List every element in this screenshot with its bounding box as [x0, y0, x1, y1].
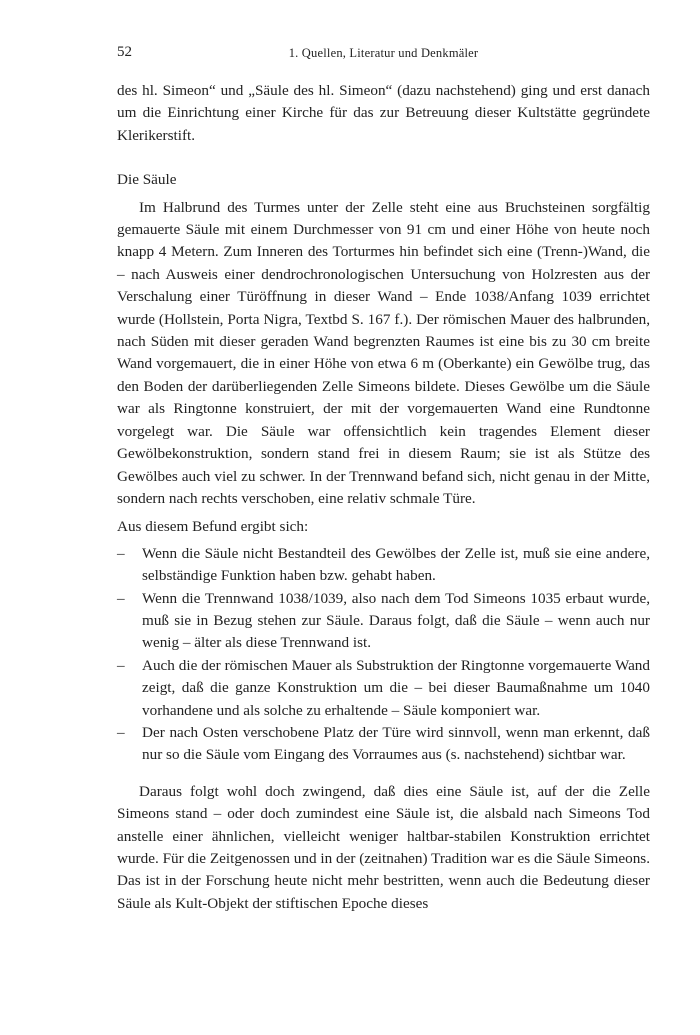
list-item: [117, 655, 650, 722]
page-number: 52: [117, 44, 132, 60]
list-item-text: Auch die der römischen Mauer als Substruktion der Ringtonne vorgemauerte Wand zeigt, daß die ganze Konstruktion um die – bei dieser Baumaßnahme um 1040 vorhandene und als solche zu erhaltende – Säule komponiert war.: [142, 656, 650, 719]
dash-marker: –: [117, 723, 125, 741]
paragraph-column-description: Im Halbrund des Turmes unter der Zelle steht eine aus Bruchsteinen sorgfältig gemauerte Säule mit einem Durchmesser von 91 cm und einer Höhe von heute noch knapp 4 Metern. Zum Inneren des Torturmes hin befindet sich eine (Trenn-)Wand, die – nach Ausweis einer dendrochronologischen Untersuchung von Holzresten aus der Verschalung einer Türöffnung in dieser Wand – Ende 1038/Anfang 1039 errichtet wurde (Hollstein, Porta Nigra, Textbd S. 167 f.). Der römischen Mauer des halbrunden, nach Süden mit dieser geraden Wand begrenzten Raumes ist eine bis zu 30 cm breite Wand vorgemauert, die in einer Höhe von etwa 6 m (Oberkante) ein Gewölbe trug, das den Boden der darüberliegenden Zelle Simeons bildete. Dieses Gewölbe um die Säule war als Ringtonne konstruiert, der mit der vorgemauerten Wand eine Rundtonne vorgelegt war. Die Säule war offensichtlich kein tragendes Element dieser Gewölbekonstruktion, sondern stand frei in diesem Raum; sie ist als Stütze des Gewölbes auch viel zu schwer. In der Trennwand befand sich, nicht genau in der Mitte, sondern nach rechts verschoben, eine relativ schmale Türe.: [117, 198, 650, 507]
paragraph-conclusion: Daraus folgt wohl doch zwingend, daß dies eine Säule ist, auf der die Zelle Simeons stand – oder doch zumindest eine Säule ist, die alsbald nach Simeons Tod anstelle einer ähnlichen, vielleicht weniger haltbar-stabilen Konstruktion errichtet wurde. Für die Zeitgenossen und in der (zeitnahen) Tradition war es die Säule Simeons. Das ist in der Forschung heute nicht mehr bestritten, wenn auch die Bedeutung dieser Säule als Kult-Objekt der stiftischen Epoche dieses: [117, 782, 650, 912]
list-item: [117, 722, 650, 767]
running-head: 1. Quellen, Literatur und Denkmäler: [288, 46, 479, 60]
list-item: [117, 588, 650, 655]
findings-list: [117, 543, 650, 767]
list-item: [117, 543, 650, 588]
list-item-text: Wenn die Säule nicht Bestandteil des Gewölbes der Zelle ist, muß sie eine andere, selbständige Funktion haben bzw. gehabt haben.: [142, 544, 650, 585]
dash-marker: –: [117, 544, 125, 562]
dash-marker: –: [117, 589, 125, 607]
list-item-text: Der nach Osten verschobene Platz der Türe wird sinnvoll, wenn man erkennt, daß nur so die Säule vom Eingang des Vorraumes aus (s. nachstehend) sichtbar war.: [142, 723, 650, 764]
list-item-text: Wenn die Trennwand 1038/1039, also nach dem Tod Simeons 1035 erbaut wurde, muß sie in Bezug stehen zur Säule. Daraus folgt, daß die Säule – wenn auch nur wenig – älter als diese Trennwand ist.: [142, 589, 650, 652]
paragraph-continuation: des hl. Simeon“ und „Säule des hl. Simeon“ (dazu nachstehend) ging und erst danach um die Einrichtung einer Kirche für das zur Betreuung dieser Kultstätte gegründete Klerikerstift.: [117, 82, 650, 144]
page-header: [117, 44, 650, 64]
list-intro: Aus diesem Befund ergibt sich:: [117, 518, 309, 536]
dash-marker: –: [117, 656, 125, 674]
page-body: [117, 80, 650, 915]
section-heading: Die Säule: [117, 171, 177, 189]
